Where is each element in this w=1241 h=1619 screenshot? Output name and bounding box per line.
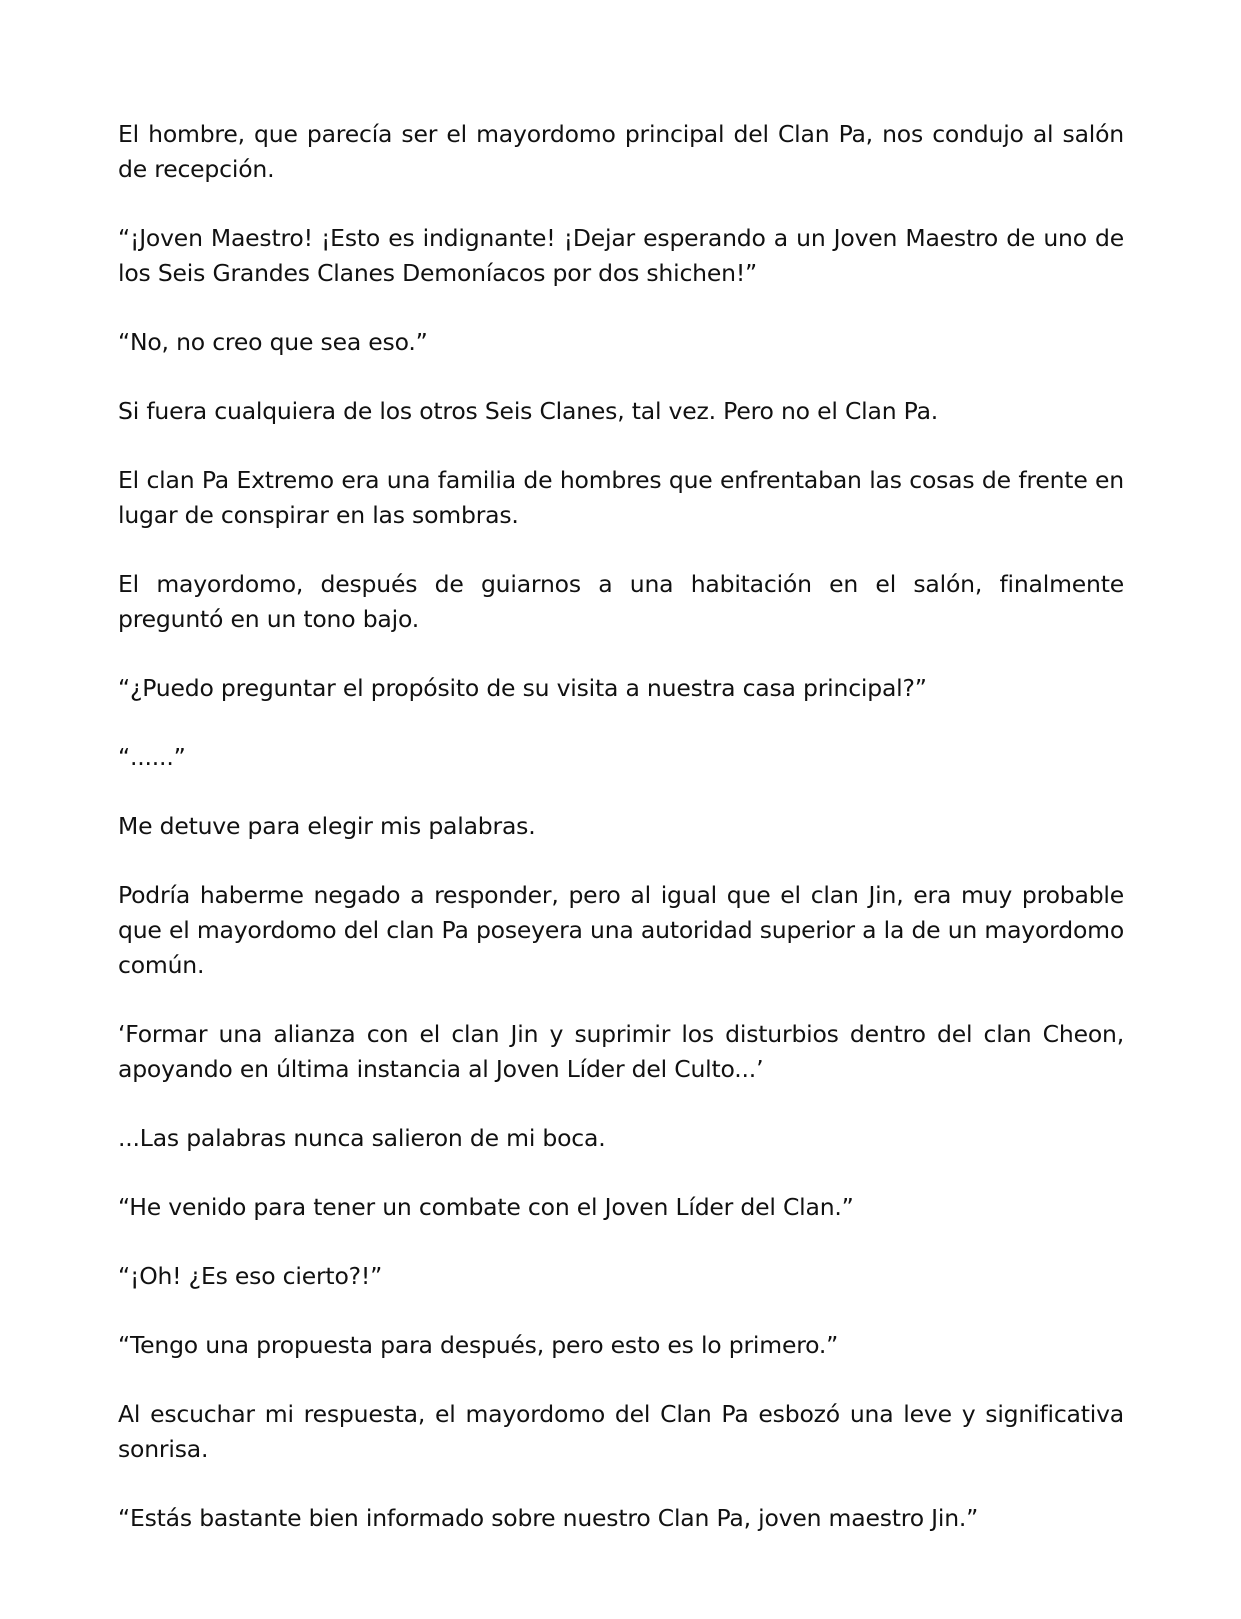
paragraph: El hombre, que parecía ser el mayordomo principal del Clan Pa, nos condujo al salón de recepción. <box>118 120 1124 183</box>
paragraph: ‘Formar una alianza con el clan Jin y suprimir los disturbios dentro del clan Cheon, apoyando en última instancia al Joven Líder del Culto...’ <box>118 1020 1124 1083</box>
document-body <box>118 117 1124 1536</box>
paragraph: “Tengo una propuesta para después, pero esto es lo primero.” <box>118 1331 839 1359</box>
paragraph: “¿Puedo preguntar el propósito de su visita a nuestra casa principal?” <box>118 674 927 702</box>
paragraph: El clan Pa Extremo era una familia de hombres que enfrentaban las cosas de frente en lugar de conspirar en las sombras. <box>118 466 1124 529</box>
paragraph: ...Las palabras nunca salieron de mi boca. <box>118 1124 606 1152</box>
paragraph: “Estás bastante bien informado sobre nuestro Clan Pa, joven maestro Jin.” <box>118 1504 979 1532</box>
paragraph: “......” <box>118 743 186 771</box>
paragraph: Me detuve para elegir mis palabras. <box>118 812 536 840</box>
paragraph: Al escuchar mi respuesta, el mayordomo del Clan Pa esbozó una leve y significativa sonrisa. <box>118 1400 1124 1463</box>
paragraph: Si fuera cualquiera de los otros Seis Clanes, tal vez. Pero no el Clan Pa. <box>118 397 939 425</box>
paragraph: “He venido para tener un combate con el Joven Líder del Clan.” <box>118 1193 854 1221</box>
paragraph: “¡Oh! ¿Es eso cierto?!” <box>118 1262 383 1290</box>
paragraph: “¡Joven Maestro! ¡Esto es indignante! ¡Dejar esperando a un Joven Maestro de uno de los Seis Grandes Clanes Demoníacos por dos shichen!” <box>118 224 1124 287</box>
paragraph: Podría haberme negado a responder, pero al igual que el clan Jin, era muy probable que el mayordomo del clan Pa poseyera una autoridad superior a la de un mayordomo común. <box>118 881 1124 979</box>
paragraph: El mayordomo, después de guiarnos a una habitación en el salón, finalmente preguntó en un tono bajo. <box>118 570 1124 633</box>
paragraph: “No, no creo que sea eso.” <box>118 328 428 356</box>
